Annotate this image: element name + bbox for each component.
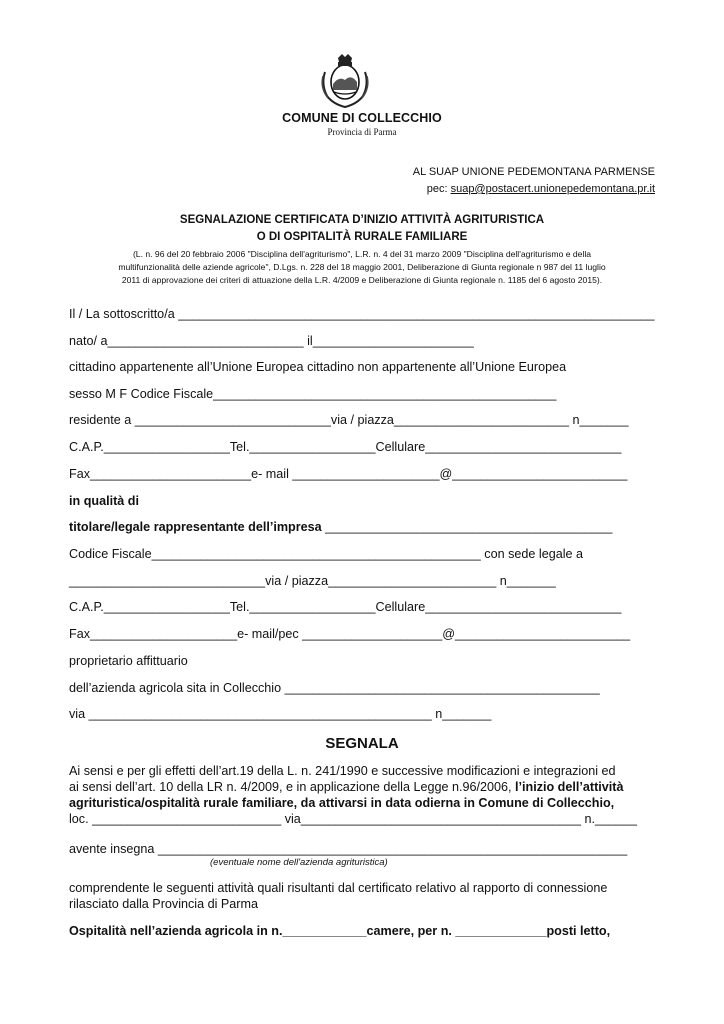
- legal-reference-line: (L. n. 96 del 20 febbraio 2006 "Disciplina dell'agriturismo", L.R. n. 4 del 31 marzo 2009 "Disciplina dell'agriturismo e della: [132, 249, 592, 259]
- paragraph-line: [69, 779, 659, 795]
- field-azienda-via[interactable]: via _________________________________________________ n_______: [69, 707, 492, 721]
- paragraph-line: Ai sensi e per gli effetti dell’art.19 della L. n. 241/1990 e successive modificazioni e integrazioni ed: [69, 764, 616, 778]
- sex-and-fiscal-code: [69, 387, 659, 401]
- field-loc-via[interactable]: loc. ___________________________ via________________________________________ n.______: [69, 812, 637, 826]
- field-azienda-sita[interactable]: dell’azienda agricola sita in Collecchio _____________________________________________: [69, 681, 600, 695]
- label-non-ue: cittadino non appartenente all’Unione Europea: [307, 360, 567, 374]
- field-insegna[interactable]: avente insegna ___________________________________________________________________: [69, 842, 628, 856]
- ownership-options: [69, 654, 659, 668]
- legal-reference: [62, 248, 662, 287]
- comprendente-paragraph: [69, 880, 659, 912]
- comune-name: COMUNE DI COLLECCHIO: [282, 111, 442, 125]
- field-residenza[interactable]: residente a ____________________________via / piazza_________________________ n_______: [69, 413, 629, 427]
- label-ue: cittadino appartenente all’Unione Europea: [69, 360, 308, 374]
- segnala-heading: SEGNALA: [325, 735, 399, 752]
- label-sex-f: F: [119, 387, 131, 401]
- field-codice-fiscale[interactable]: Codice Fiscale_________________________________________________: [130, 387, 557, 401]
- insegna-note: (eventuale nome dell'azienda agrituristica): [210, 857, 388, 868]
- label-sex-m: sesso M: [69, 387, 120, 401]
- field-sottoscritto[interactable]: Il / La sottoscritto/a ____________________________________________________________________: [69, 307, 655, 321]
- field-titolare[interactable]: [69, 520, 659, 534]
- field-impresa[interactable]: _________________________________________: [321, 520, 613, 534]
- paragraph-line: rilasciato dalla Provincia di Parma: [69, 897, 258, 911]
- field-ospitalita[interactable]: Ospitalità nell’azienda agricola in n.____________camere, per n. _____________posti letto,: [69, 924, 611, 938]
- form-title-line2: O DI OSPITALITÀ RURALE FAMILIARE: [256, 231, 468, 243]
- addressee: AL SUAP UNIONE PEDEMONTANA PARMENSE: [412, 166, 655, 178]
- pec-label: pec:: [426, 183, 451, 195]
- pec-line: [427, 183, 655, 195]
- paragraph-text: ai sensi dell’art. 10 della LR n. 4/2009, e in applicazione della Legge n.96/2006,: [69, 780, 515, 794]
- paragraph-line: agrituristica/ospitalità rurale familiare, da attivarsi in data odierna in Comune di Collecchio,: [69, 796, 615, 810]
- paragraph-line: comprendente le seguenti attività quali risultanti dal certificato relativo al rapporto di connessione: [69, 881, 608, 895]
- ospitalita-line: [69, 924, 659, 938]
- label-titolare: titolare/legale rappresentante dell’impresa: [69, 520, 322, 534]
- citizenship-options: [69, 360, 659, 374]
- coat-of-arms-icon: [318, 52, 372, 110]
- field-fax-email[interactable]: Fax_______________________e- mail _____________________@_________________________: [69, 467, 628, 481]
- legal-reference-line: multifunzionalità delle aziende agricole", D.Lgs. n. 228 del 18 maggio 2001, Deliberazione di Giunta regionale n 987 del 11 luglio: [118, 262, 606, 272]
- section-in-qualita: in qualità di: [69, 494, 139, 508]
- segnala-paragraph: [69, 763, 659, 827]
- provincia-name: Provincia di Parma: [327, 127, 397, 137]
- field-nato[interactable]: nato/ a____________________________ il_______________________: [69, 334, 474, 348]
- field-impresa-cap-tel[interactable]: C.A.P.__________________Tel.__________________Cellulare____________________________: [69, 600, 622, 614]
- field-impresa-fax-pec[interactable]: Fax_____________________e- mail/pec ____________________@_________________________: [69, 627, 631, 641]
- field-cap-tel[interactable]: C.A.P.__________________Tel.__________________Cellulare____________________________: [69, 440, 622, 454]
- paragraph-bold-text: l’inizio dell’attività: [515, 780, 624, 794]
- field-sede-via[interactable]: ____________________________via / piazza________________________ n_______: [69, 574, 556, 588]
- label-proprietario: proprietario: [69, 654, 137, 668]
- legal-reference-line: 2011 di approvazione dei criteri di attuazione della L.R. 4/2009 e Deliberazione di Giunta regionale n. 1185 del 6 agosto 2015).: [121, 275, 603, 285]
- form-title-line1: SEGNALAZIONE CERTIFICATA D’INIZIO ATTIVITÀ AGRITURISTICA: [179, 214, 545, 226]
- label-affittuario: affittuario: [136, 654, 188, 668]
- pec-email-link[interactable]: suap@postacert.unionepedemontana.pr.it: [450, 183, 655, 195]
- field-impresa-cf[interactable]: Codice Fiscale_______________________________________________ con sede legale a: [69, 547, 584, 561]
